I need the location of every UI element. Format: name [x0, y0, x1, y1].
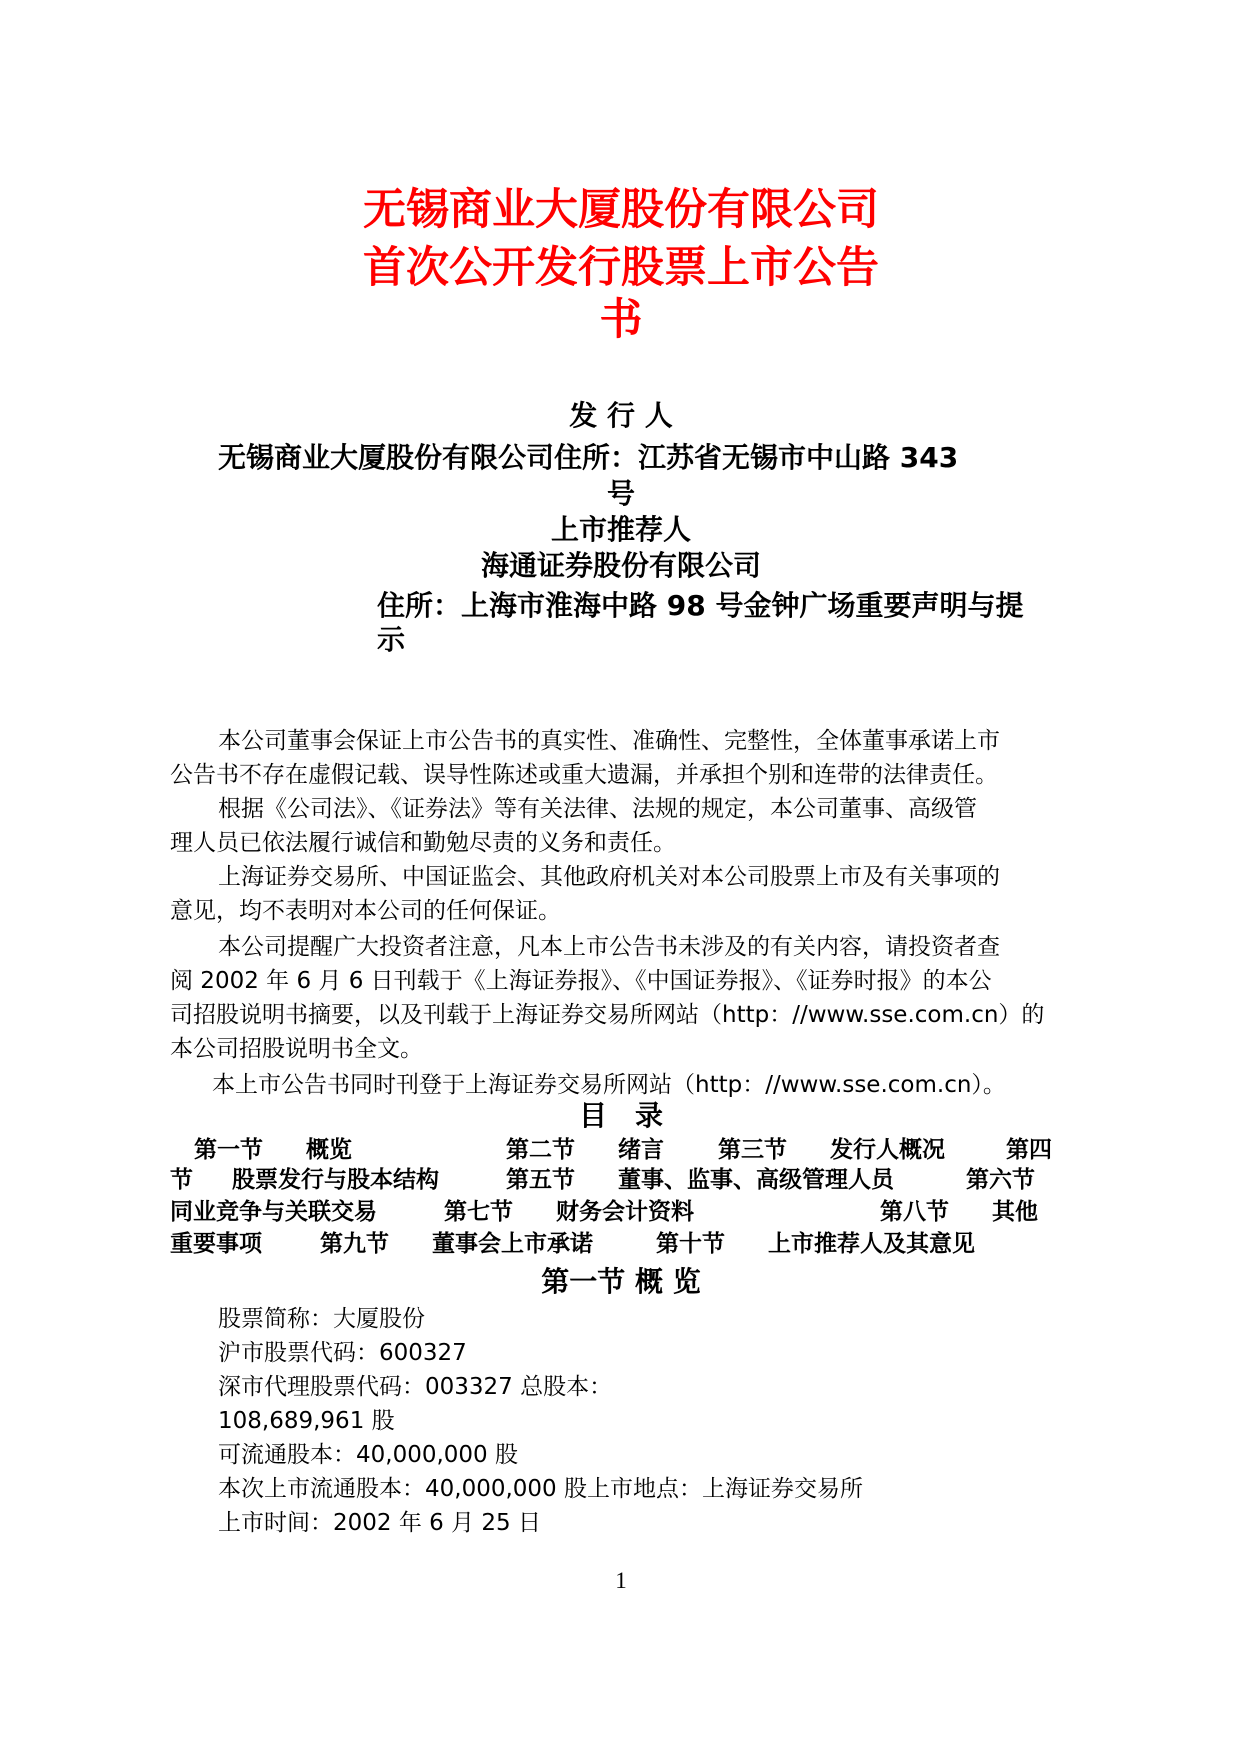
statement-p2-line2: 理人员已依法履行诚信和勤勉尽责的义务和责任。 — [170, 830, 676, 856]
sponsor-address-cont: 示 — [377, 623, 406, 656]
overview-heading: 第一节 概 览 — [541, 1265, 701, 1298]
toc-section-3-label[interactable]: 第三节 — [718, 1137, 787, 1163]
sponsor-heading: 上市推荐人 — [550, 513, 691, 546]
overview-sh-code: 沪市股票代码：600327 — [218, 1340, 467, 1366]
sponsor-name: 海通证券股份有限公司 — [480, 549, 761, 582]
overview-sz-code-total: 深市代理股票代码：003327 总股本： — [218, 1374, 613, 1400]
statement-p4-line3: 司招股说明书摘要，以及刊载于上海证券交易所网站（http：//www.sse.com.cn）的 — [170, 1002, 1045, 1028]
toc-section-10-label[interactable]: 第十节 — [656, 1231, 725, 1257]
statement-p1-line1: 本公司董事会保证上市公告书的真实性、准确性、完整性，全体董事承诺上市 — [218, 728, 1000, 754]
toc-section-4-label-cont[interactable]: 节 — [170, 1167, 193, 1193]
toc-section-9-label[interactable]: 第九节 — [320, 1231, 389, 1257]
toc-section-7-title[interactable]: 财务会计资料 — [556, 1199, 694, 1225]
statement-p4-line4: 本公司招股说明书全文。 — [170, 1036, 423, 1062]
statement-p3-line2: 意见，均不表明对本公司的任何保证。 — [170, 898, 561, 924]
toc-section-1-label[interactable]: 第一节 — [194, 1137, 263, 1163]
toc-section-8-title[interactable]: 其他 — [992, 1199, 1038, 1225]
toc-section-10-title[interactable]: 上市推荐人及其意见 — [768, 1231, 975, 1257]
toc-section-8-label[interactable]: 第八节 — [880, 1199, 949, 1225]
toc-section-9-title[interactable]: 董事会上市承诺 — [432, 1231, 593, 1257]
toc-section-5-label[interactable]: 第五节 — [506, 1167, 575, 1193]
issuer-name-address: 无锡商业大厦股份有限公司住所：江苏省无锡市中山路 343 — [218, 441, 959, 474]
toc-section-3-title[interactable]: 发行人概况 — [830, 1137, 945, 1163]
overview-short-name: 股票简称：大厦股份 — [218, 1306, 425, 1332]
overview-listing-info: 本次上市流通股本：40,000,000 股上市地点：上海证券交易所 — [218, 1476, 863, 1502]
issuer-heading: 发 行 人 — [569, 399, 673, 432]
sponsor-address: 住所：上海市淮海中路 98 号金钟广场重要声明与提 — [377, 589, 1024, 622]
page-number: 1 — [615, 1568, 627, 1593]
toc-section-7-label[interactable]: 第七节 — [444, 1199, 513, 1225]
statement-p2-line1: 根据《公司法》、《证券法》等有关法律、法规的规定，本公司董事、高级管 — [218, 796, 977, 822]
toc-heading: 目 录 — [578, 1099, 663, 1132]
toc-block — [0, 1134, 1242, 1264]
toc-section-5-title[interactable]: 董事、监事、高级管理人员 — [618, 1167, 894, 1193]
toc-section-4-title[interactable]: 股票发行与股本结构 — [232, 1167, 439, 1193]
statement-p1-line2: 公告书不存在虚假记载、误导性陈述或重大遗漏，并承担个别和连带的法律责任。 — [170, 762, 998, 788]
statement-p3-line1: 上海证券交易所、中国证监会、其他政府机关对本公司股票上市及有关事项的 — [218, 864, 1000, 890]
toc-section-6-title[interactable]: 同业竞争与关联交易 — [170, 1199, 377, 1225]
toc-section-4-label[interactable]: 第四 — [1006, 1137, 1052, 1163]
toc-section-8-title-cont[interactable]: 重要事项 — [170, 1231, 262, 1257]
document-title-line-3: 书 — [599, 295, 643, 345]
toc-section-1-title[interactable]: 概览 — [306, 1137, 352, 1163]
toc-section-2-title[interactable]: 绪言 — [618, 1137, 664, 1163]
overview-total-shares: 108,689,961 股 — [218, 1408, 395, 1434]
toc-section-2-label[interactable]: 第二节 — [506, 1137, 575, 1163]
toc-section-6-label[interactable]: 第六节 — [966, 1167, 1035, 1193]
overview-listing-date: 上市时间：2002 年 6 月 25 日 — [218, 1510, 541, 1536]
statement-p5-line1: 本上市公告书同时刊登于上海证券交易所网站（http：//www.sse.com.cn）。 — [212, 1072, 1006, 1098]
issuer-address-cont: 号 — [606, 477, 635, 510]
overview-tradable-shares: 可流通股本：40,000,000 股 — [218, 1442, 518, 1468]
document-title-line-2: 首次公开发行股票上市公告 — [363, 243, 879, 293]
statement-p4-line1: 本公司提醒广大投资者注意，凡本上市公告书未涉及的有关内容，请投资者查 — [218, 934, 1000, 960]
statement-p4-line2: 阅 2002 年 6 月 6 日刊载于《上海证券报》、《中国证券报》、《证券时报》的本公 — [170, 968, 992, 994]
document-title-line-1: 无锡商业大厦股份有限公司 — [363, 185, 879, 235]
